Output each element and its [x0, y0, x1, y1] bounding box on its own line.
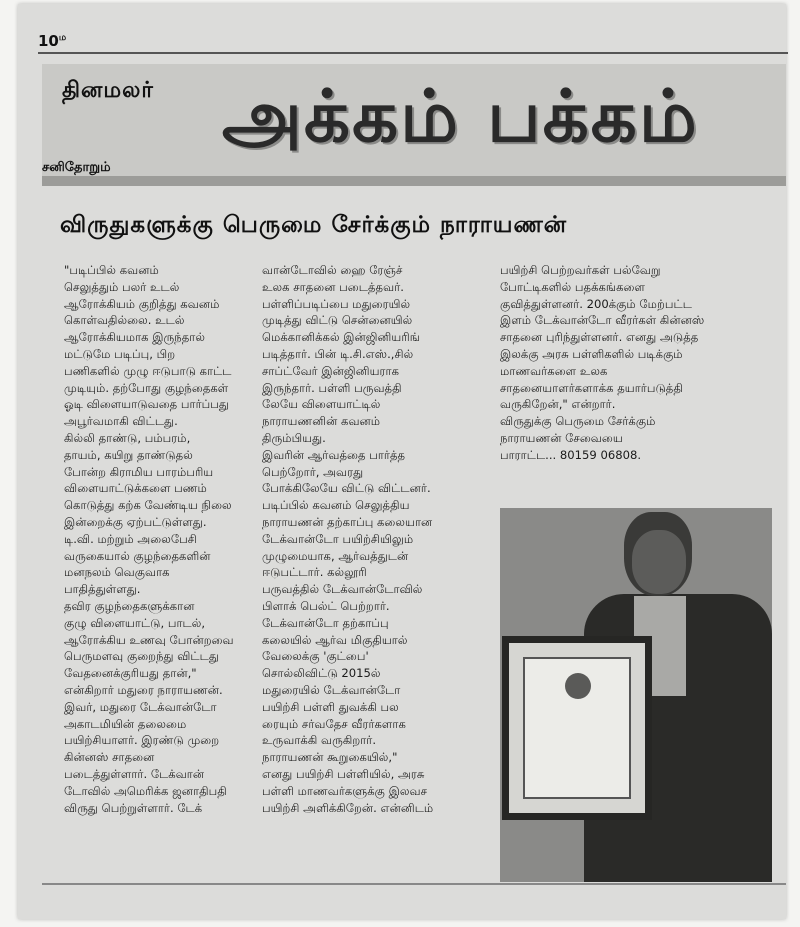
article-line: டேக்வான்டோ பயிற்சியிலும்	[262, 531, 414, 546]
article-line: சாதனையாளர்களாக்க தயார்படுத்தி	[500, 380, 683, 395]
article-line: போக்கிலேயே விட்டு விட்டனர்.	[262, 481, 431, 496]
certificate	[523, 657, 631, 799]
article-line: செலுத்தும் பலர் உடல்	[64, 279, 180, 294]
article-line: பிளாக் பெல்ட் பெற்றார்.	[262, 598, 390, 613]
article-line: இவரின் ஆர்வத்தை பார்த்த	[262, 447, 406, 462]
article-line: பள்ளிப்படிப்பை மதுரையில்	[262, 296, 411, 311]
article-line: திரும்பியது.	[262, 430, 326, 445]
article-line: வேதனைக்குரியது தான்,"	[64, 666, 197, 681]
article-line: போட்டிகளில் பதக்கங்களை	[500, 279, 645, 294]
article-line: பயிற்சி பள்ளி துவக்கி பல	[262, 699, 399, 714]
article-line: பெருமளவு குறைந்து விட்டது	[64, 649, 219, 664]
article-line: நாராயணன் தற்காப்பு கலையான	[262, 514, 433, 529]
section-title: அக்கம் பக்கம்	[222, 74, 699, 158]
article-line: கின்னஸ் சாதனை	[64, 750, 155, 765]
article-line: பருவத்தில் டேக்வான்டோவில்	[262, 582, 423, 597]
article-line: பாராட்ட... 80159 06808.	[500, 447, 642, 462]
article-line: டி.வி. மற்றும் அலைபேசி	[64, 531, 197, 546]
article-line: ஆரோக்கிய உணவு போன்றவை	[64, 632, 234, 647]
article-line: பயிற்சியாளர். இரண்டு முறை	[64, 733, 220, 748]
article-line: நாராயணன் கூறுகையில்,"	[262, 750, 398, 765]
article-line: விளையாட்டுக்களை பணம்	[64, 481, 207, 496]
article-line: முழுமையாக, ஆர்வத்துடன்	[262, 548, 409, 563]
article-line: என்கிறார் மதுரை நாராயணன்.	[64, 682, 223, 697]
article-line: விருது பெற்றுள்ளார். டேக்	[64, 800, 203, 815]
article-line: ஆரோக்கியம் குறித்து கவனம்	[64, 296, 220, 311]
weekly-label: சனிதோறும்	[42, 160, 111, 175]
top-rule	[38, 52, 788, 54]
article-line: தாயம், கயிறு தாண்டுதல்	[64, 447, 193, 462]
article-line: சொல்லிவிட்டு 2015ல்	[262, 666, 381, 681]
article-line: விருதுக்கு பெருமை சேர்க்கும்	[500, 414, 656, 429]
article-line: படிப்பில் கவனம் செலுத்திய	[262, 498, 410, 513]
article-line: வேலைக்கு 'குட்பை'	[262, 649, 369, 664]
article-line: கொள்வதில்லை. உடல்	[64, 313, 185, 328]
certificate-seal-icon	[565, 673, 591, 699]
article-line: ஈடுபட்டார். கல்லூரி	[262, 565, 367, 580]
article-line: உலக சாதனை படைத்தவர்.	[262, 279, 404, 294]
article-line: படைத்துள்ளார். டேக்வான்	[64, 766, 205, 781]
article-line: குழு விளையாட்டு, பாடல்,	[64, 615, 206, 630]
article-line: மதுரையில் டேக்வான்டோ	[262, 682, 401, 697]
article-line: டேக்வான்டோ தற்காப்பு	[262, 615, 389, 630]
article-line: மெக்கானிக்கல் இன்ஜினியரிங்	[262, 330, 420, 345]
article-line: முடித்து விட்டு சென்னையில்	[262, 313, 413, 328]
article-line: இருந்தார். பள்ளி பருவத்தி	[262, 380, 402, 395]
article-line: சாப்ட்வேர் இன்ஜினியராக	[262, 363, 399, 378]
article-line: வருகிறேன்," என்றார்.	[500, 397, 616, 412]
article-line: குவித்துள்ளனர். 200க்கும் மேற்பட்ட	[500, 296, 692, 311]
article-line: பாதித்துள்ளது.	[64, 582, 141, 597]
article-line: எனது பயிற்சி பள்ளியில், அரசு	[262, 766, 425, 781]
article-line: இவர், மதுரை டேக்வான்டோ	[64, 699, 217, 714]
article-line: சாதனை புரிந்துள்ளனர். எனது அடுத்த	[500, 330, 699, 345]
article-photo	[500, 508, 772, 882]
page-number: $10^ம$	[38, 32, 67, 50]
article-line: நாராயணனின் கவனம்	[262, 414, 381, 429]
article-column-3	[500, 262, 760, 464]
article-line: நாராயணன் சேவையை	[500, 430, 623, 445]
article-line: தவிர குழந்தைகளுக்கான	[64, 598, 195, 613]
photo-person-face	[632, 530, 686, 594]
article-headline: விருதுகளுக்கு பெருமை சேர்க்கும் நாராயணன்	[60, 212, 568, 238]
article-column-1	[64, 262, 244, 816]
article-line: அபூர்வமாகி விட்டது.	[64, 414, 178, 429]
article-line: ஓடி விளையாடுவதை பார்ப்பது	[64, 397, 229, 412]
article-line: லேயே விளையாட்டில்	[262, 397, 381, 412]
article-line: வான்டோவில் ஹை ரேஞ்ச்	[262, 263, 403, 277]
article-line: இளம் டேக்வான்டோ வீரர்கள் கின்னஸ்	[500, 313, 705, 328]
article-line: பயிற்சி அளிக்கிறேன். என்னிடம்	[262, 800, 434, 815]
article-line: இன்றைக்கு ஏற்பட்டுள்ளது.	[64, 514, 207, 529]
article-line: டோவில் அமெரிக்க ஜனாதிபதி	[64, 783, 227, 798]
article-line: மட்டுமே படிப்பு, பிற	[64, 346, 176, 361]
article-line: பள்ளி மாணவர்களுக்கு இலவச	[262, 783, 428, 798]
masthead-stripe	[42, 176, 786, 186]
article-line: பெற்றோர், அவரது	[262, 464, 364, 479]
article-line: கலையில் ஆர்வ மிகுதியால்	[262, 632, 408, 647]
footer-rule	[42, 883, 786, 885]
article-line: அகாடமியின் தலைமை	[64, 716, 187, 731]
article-line: படித்தார். பின் டி.சி.எஸ்.,சில்	[262, 346, 414, 361]
article-line: பயிற்சி பெற்றவர்கள் பல்வேறு	[500, 263, 661, 277]
article-line: ஆரோக்கியமாக இருந்தால்	[64, 330, 205, 345]
article-line: கொடுத்து கற்க வேண்டிய நிலை	[64, 498, 232, 513]
article-line: கில்லி தாண்டு, பம்பரம்,	[64, 430, 191, 445]
article-line: வருகையால் குழந்தைகளின்	[64, 548, 211, 563]
brand-logo: தினமலர்	[62, 78, 154, 103]
article-line: உருவாக்கி வருகிறார்.	[262, 733, 377, 748]
certificate-frame	[502, 636, 652, 820]
article-line: பணிகளில் முழு ஈடுபாடு காட்ட	[64, 363, 232, 378]
article-line: இலக்கு அரசு பள்ளிகளில் படிக்கும்	[500, 346, 683, 361]
article-column-2	[262, 262, 497, 816]
article-line: முடியும். தற்போது குழந்தைகள்	[64, 380, 229, 395]
article-line: போன்ற கிராமிய பாரம்பரிய	[64, 464, 214, 479]
article-line: ரையும் சர்வதேச வீரர்களாக	[262, 716, 406, 731]
article-line: மாணவர்களை உலக	[500, 363, 608, 378]
article-line: மனநலம் வெகுவாக	[64, 565, 170, 580]
article-line: "படிப்பில் கவனம்	[64, 263, 159, 277]
